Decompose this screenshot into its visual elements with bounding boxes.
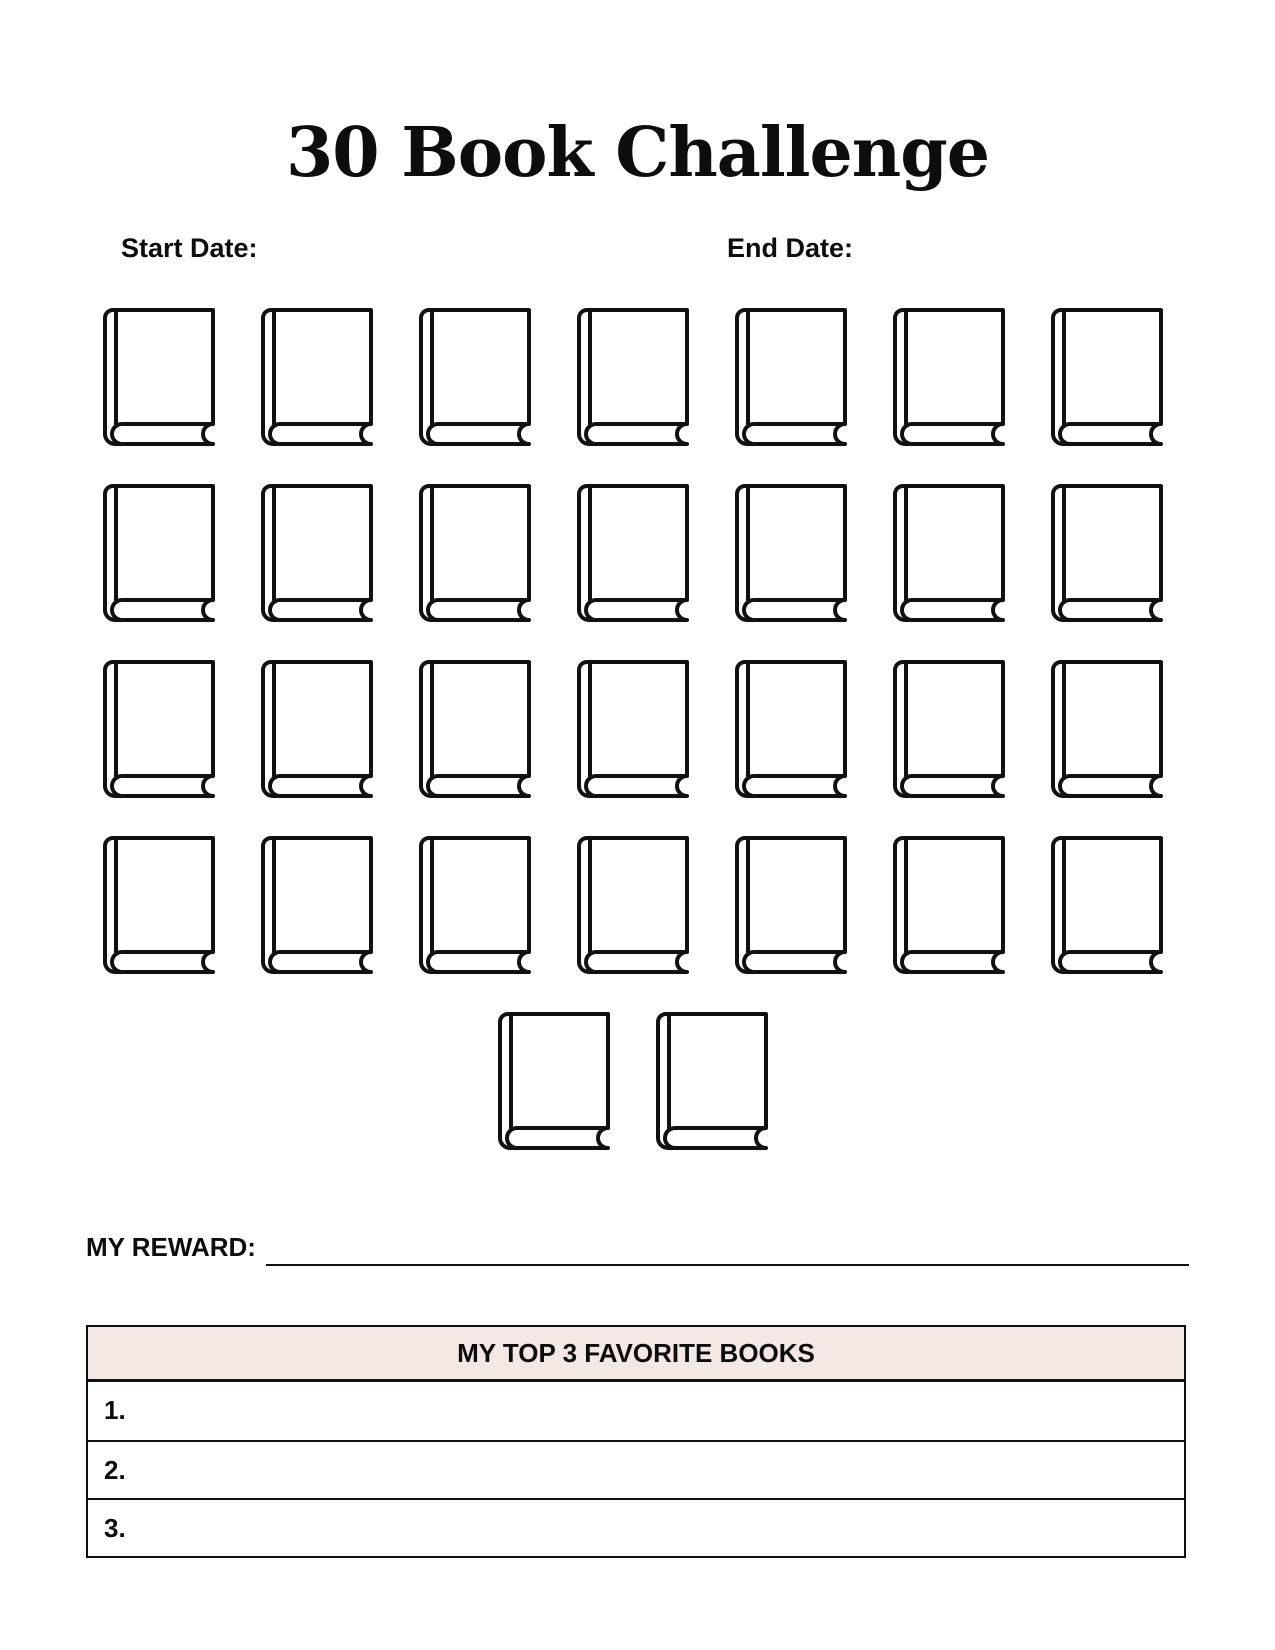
book-icon[interactable] — [654, 1012, 770, 1154]
favorite-book-row[interactable] — [88, 1498, 1184, 1556]
book-icon[interactable] — [259, 836, 375, 978]
book-icon[interactable] — [259, 660, 375, 802]
book-icon[interactable] — [733, 660, 849, 802]
book-icon[interactable] — [575, 836, 691, 978]
book-icon[interactable] — [891, 308, 1007, 450]
book-icon[interactable] — [891, 836, 1007, 978]
book-icon[interactable] — [259, 484, 375, 626]
favorite-book-number: 3. — [104, 1513, 126, 1543]
start-date-label: Start Date: — [121, 233, 258, 263]
page-title: 30 Book Challenge — [285, 113, 990, 193]
book-icon[interactable] — [417, 484, 533, 626]
book-icon[interactable] — [1049, 484, 1165, 626]
book-icon[interactable] — [259, 308, 375, 450]
book-icon[interactable] — [891, 660, 1007, 802]
book-icon[interactable] — [575, 308, 691, 450]
book-icon[interactable] — [417, 660, 533, 802]
book-icon[interactable] — [891, 484, 1007, 626]
favorite-book-number: 1. — [104, 1395, 126, 1425]
end-date-label: End Date: — [727, 233, 854, 263]
favorite-book-row[interactable] — [88, 1382, 1184, 1440]
book-icon[interactable] — [101, 836, 217, 978]
book-icon[interactable] — [733, 308, 849, 450]
book-icon[interactable] — [101, 660, 217, 802]
favorite-books-table — [86, 1325, 1186, 1558]
book-icon[interactable] — [101, 308, 217, 450]
book-icon[interactable] — [417, 308, 533, 450]
book-icon[interactable] — [101, 484, 217, 626]
book-icon[interactable] — [1049, 660, 1165, 802]
reward-input-line[interactable] — [266, 1264, 1189, 1266]
reward-label: MY REWARD: — [86, 1232, 256, 1262]
favorite-books-header: MY TOP 3 FAVORITE BOOKS — [88, 1327, 1184, 1382]
book-icon[interactable] — [733, 484, 849, 626]
book-icon[interactable] — [496, 1012, 612, 1154]
book-icon[interactable] — [1049, 308, 1165, 450]
book-icon[interactable] — [733, 836, 849, 978]
book-icon[interactable] — [1049, 836, 1165, 978]
book-icon[interactable] — [417, 836, 533, 978]
book-icon[interactable] — [575, 484, 691, 626]
favorite-book-number: 2. — [104, 1455, 126, 1485]
favorite-book-row[interactable] — [88, 1440, 1184, 1498]
book-icon[interactable] — [575, 660, 691, 802]
